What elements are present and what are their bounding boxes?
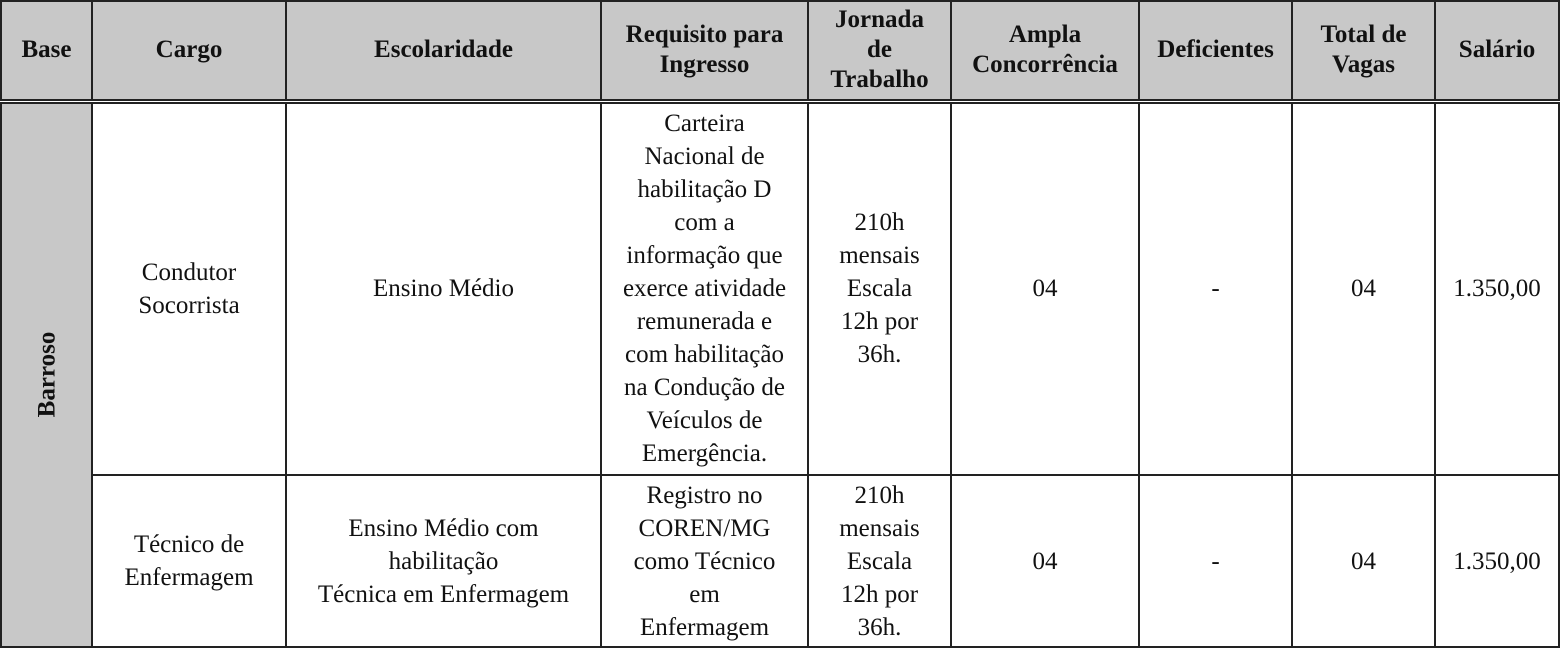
requisito-cell: Registro no COREN/MG como Técnico em Enfermagem	[601, 475, 808, 647]
table-row	[1, 101, 1559, 475]
ampla-cell: 04	[951, 475, 1139, 647]
jornada-cell: 210h mensais Escala 12h por 36h.	[808, 475, 951, 647]
jornada-cell: 210h mensais Escala 12h por 36h.	[808, 101, 951, 475]
escolaridade-cell: Ensino Médio	[286, 101, 601, 475]
header-deficientes: Deficientes	[1139, 1, 1292, 101]
total-cell: 04	[1292, 101, 1435, 475]
header-requisito: Requisito para Ingresso	[601, 1, 808, 101]
header-escolaridade: Escolaridade	[286, 1, 601, 101]
salario-cell: 1.350,00	[1435, 475, 1559, 647]
base-cell	[1, 101, 92, 647]
header-total: Total de Vagas	[1292, 1, 1435, 101]
header-cargo: Cargo	[92, 1, 286, 101]
header-ampla: Ampla Concorrência	[951, 1, 1139, 101]
base-name: Barroso	[33, 331, 60, 418]
ampla-cell: 04	[951, 101, 1139, 475]
requisito-cell: Carteira Nacional de habilitação D com a informação que exerce atividade remunerada e com habilitação na Condução de Veículos de Emergência.	[601, 101, 808, 475]
deficientes-cell: -	[1139, 101, 1292, 475]
header-row	[1, 1, 1559, 101]
header-jornada: Jornada de Trabalho	[808, 1, 951, 101]
total-cell: 04	[1292, 475, 1435, 647]
cargo-cell: Técnico de Enfermagem	[92, 475, 286, 647]
deficientes-cell: -	[1139, 475, 1292, 647]
header-base: Base	[1, 1, 92, 101]
salario-cell: 1.350,00	[1435, 101, 1559, 475]
table-row	[1, 475, 1559, 647]
escolaridade-cell: Ensino Médio com habilitação Técnica em Enfermagem	[286, 475, 601, 647]
header-salario: Salário	[1435, 1, 1559, 101]
cargo-cell: Condutor Socorrista	[92, 101, 286, 475]
